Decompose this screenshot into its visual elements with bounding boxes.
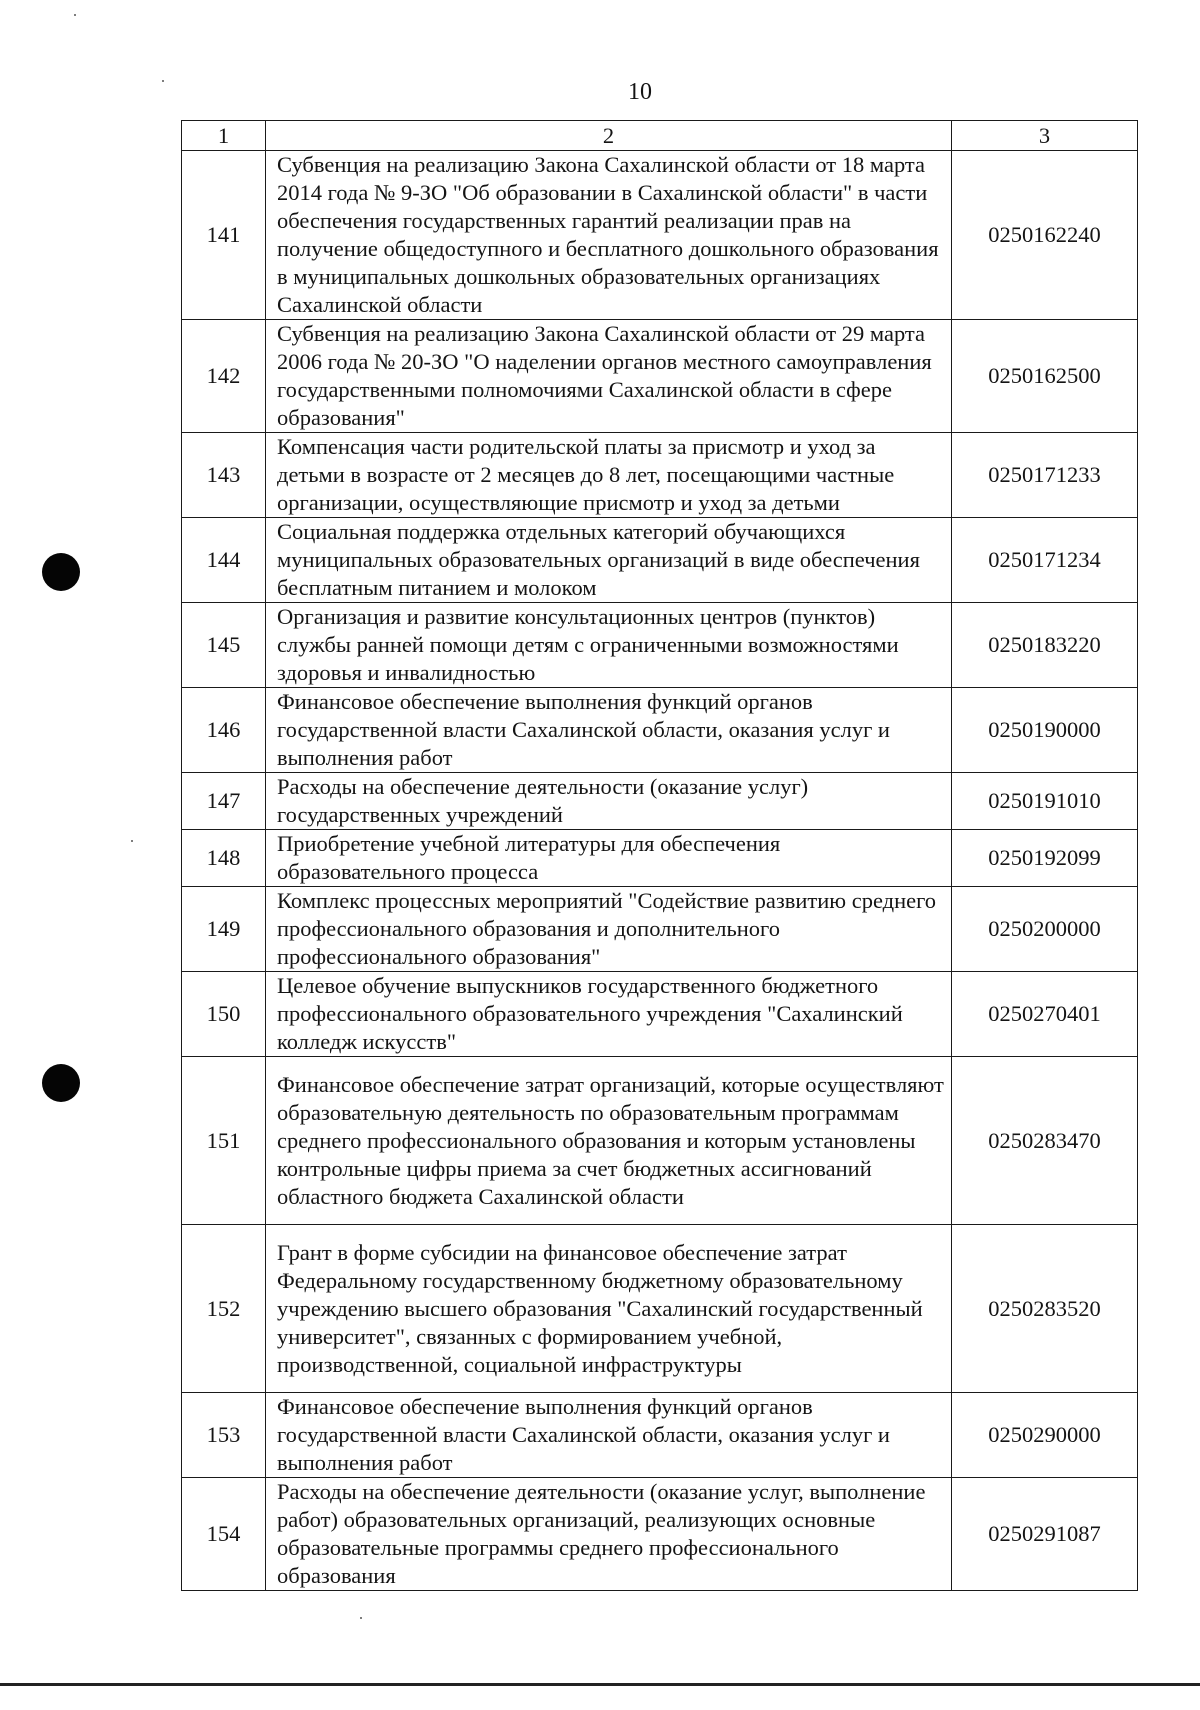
punch-hole <box>42 553 80 591</box>
table-row <box>182 1478 1138 1591</box>
row-code: 0250192099 <box>952 830 1138 887</box>
scan-speck <box>131 840 133 842</box>
row-code: 0250290000 <box>952 1393 1138 1478</box>
row-number: 142 <box>182 320 266 433</box>
row-number: 145 <box>182 603 266 688</box>
row-number: 146 <box>182 688 266 773</box>
row-code: 0250283470 <box>952 1057 1138 1225</box>
header-col-3: 3 <box>952 121 1138 151</box>
punch-hole <box>42 1064 80 1102</box>
table-row <box>182 1057 1138 1225</box>
row-code: 0250200000 <box>952 887 1138 972</box>
table-row <box>182 773 1138 830</box>
row-description: Комплекс процессных мероприятий "Содействие развитию среднего профессионального образования и дополнительного профессионального образования" <box>266 887 952 972</box>
row-code: 0250162500 <box>952 320 1138 433</box>
row-number: 150 <box>182 972 266 1057</box>
row-code: 0250171234 <box>952 518 1138 603</box>
table-row <box>182 518 1138 603</box>
row-code: 0250191010 <box>952 773 1138 830</box>
table-row <box>182 603 1138 688</box>
row-description: Компенсация части родительской платы за присмотр и уход за детьми в возрасте от 2 месяцев до 8 лет, посещающими частные организации, осуществляющие присмотр и уход за детьми <box>266 433 952 518</box>
row-number: 147 <box>182 773 266 830</box>
row-description: Организация и развитие консультационных центров (пунктов) службы ранней помощи детям с ограниченными возможностями здоровья и инвалидностью <box>266 603 952 688</box>
table-row <box>182 887 1138 972</box>
header-col-2: 2 <box>266 121 952 151</box>
row-description: Целевое обучение выпускников государственного бюджетного профессионального образовательного учреждения "Сахалинский колледж искусств" <box>266 972 952 1057</box>
scan-speck <box>162 80 164 82</box>
row-code: 0250183220 <box>952 603 1138 688</box>
row-code: 0250171233 <box>952 433 1138 518</box>
row-code: 0250162240 <box>952 151 1138 320</box>
row-description: Расходы на обеспечение деятельности (оказание услуг, выполнение работ) образовательных организаций, реализующих основные образовательные программы среднего профессионального образования <box>266 1478 952 1591</box>
row-description: Социальная поддержка отдельных категорий обучающихся муниципальных образовательных организаций в виде обеспечения бесплатным питанием и молоком <box>266 518 952 603</box>
row-number: 148 <box>182 830 266 887</box>
table-row <box>182 830 1138 887</box>
row-number: 154 <box>182 1478 266 1591</box>
row-number: 149 <box>182 887 266 972</box>
row-code: 0250270401 <box>952 972 1138 1057</box>
table-row <box>182 433 1138 518</box>
scan-speck <box>74 14 76 16</box>
table-row <box>182 972 1138 1057</box>
row-number: 153 <box>182 1393 266 1478</box>
row-description: Субвенция на реализацию Закона Сахалинской области от 18 марта 2014 года № 9-ЗО "Об образовании в Сахалинской области" в части обеспечения государственных гарантий реализации прав на получение общедоступного и бесплатного дошкольного образования в муниципальных дошкольных образовательных организациях Сахалинской области <box>266 151 952 320</box>
row-number: 144 <box>182 518 266 603</box>
table-row <box>182 151 1138 320</box>
row-description: Субвенция на реализацию Закона Сахалинской области от 29 марта 2006 года № 20-ЗО "О наделении органов местного самоуправления государственными полномочиями Сахалинской области в сфере образования" <box>266 320 952 433</box>
budget-codes-table <box>181 120 1138 1591</box>
row-number: 151 <box>182 1057 266 1225</box>
table-row <box>182 320 1138 433</box>
row-description: Грант в форме субсидии на финансовое обеспечение затрат Федеральному государственному бюджетному образовательному учреждению высшего образования "Сахалинский государственный университет", связанных с формированием учебной, производственной, социальной инфраструктуры <box>266 1225 952 1393</box>
row-description: Финансовое обеспечение выполнения функций органов государственной власти Сахалинской области, оказания услуг и выполнения работ <box>266 1393 952 1478</box>
row-number: 152 <box>182 1225 266 1393</box>
row-description: Финансовое обеспечение затрат организаций, которые осуществляют образовательную деятельность по образовательным программам среднего профессионального образования и которым установлены контрольные цифры приема за счет бюджетных ассигнований областного бюджета Сахалинской области <box>266 1057 952 1225</box>
row-code: 0250291087 <box>952 1478 1138 1591</box>
scan-bottom-edge <box>0 1683 1200 1686</box>
row-description: Приобретение учебной литературы для обеспечения образовательного процесса <box>266 830 952 887</box>
table-header-row <box>182 121 1138 151</box>
row-description: Финансовое обеспечение выполнения функций органов государственной власти Сахалинской области, оказания услуг и выполнения работ <box>266 688 952 773</box>
row-description: Расходы на обеспечение деятельности (оказание услуг) государственных учреждений <box>266 773 952 830</box>
table-row <box>182 688 1138 773</box>
page-number: 10 <box>628 79 652 105</box>
row-number: 141 <box>182 151 266 320</box>
header-col-1: 1 <box>182 121 266 151</box>
row-number: 143 <box>182 433 266 518</box>
row-code: 0250190000 <box>952 688 1138 773</box>
table-row <box>182 1225 1138 1393</box>
table-row <box>182 1393 1138 1478</box>
row-code: 0250283520 <box>952 1225 1138 1393</box>
scan-speck <box>360 1617 362 1619</box>
